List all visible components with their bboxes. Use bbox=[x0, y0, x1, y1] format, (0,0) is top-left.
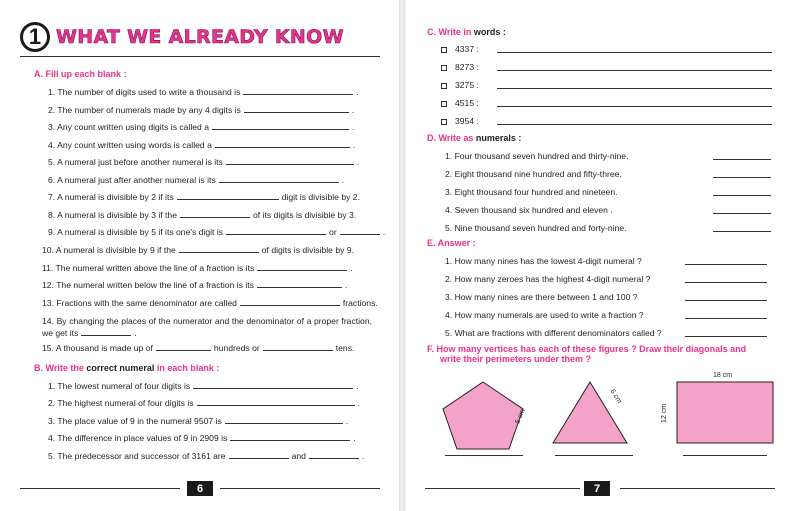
numeral-answer-line[interactable] bbox=[713, 177, 771, 178]
section-f-heading bbox=[427, 344, 746, 364]
item-number: 1. bbox=[445, 256, 453, 266]
answer-item bbox=[445, 328, 662, 339]
fill-blank-item bbox=[42, 244, 354, 256]
fill-blank-item bbox=[48, 104, 354, 116]
fill-blank-item bbox=[48, 156, 359, 168]
item-number: 7. bbox=[48, 192, 56, 202]
numeral-value: 4337 bbox=[455, 44, 475, 54]
write-numeral-item bbox=[445, 169, 622, 180]
words-answer-line[interactable] bbox=[497, 88, 772, 89]
item-text: A thousand is made up of bbox=[55, 343, 153, 353]
answer-blank[interactable] bbox=[243, 86, 353, 95]
answer-blank[interactable] bbox=[156, 342, 211, 351]
item-text: The numeral written below the line of a fraction is its bbox=[56, 280, 254, 290]
answer-blank[interactable] bbox=[229, 450, 289, 459]
footer-rule-right bbox=[220, 488, 380, 489]
fill-blank-item bbox=[48, 226, 385, 238]
item-number: 10. bbox=[42, 245, 54, 255]
pentagon-shape bbox=[443, 382, 523, 449]
words-answer-line[interactable] bbox=[497, 52, 772, 53]
answer-blank[interactable] bbox=[226, 226, 326, 235]
numeral-value: 3954 bbox=[455, 116, 475, 126]
words-answer-line[interactable] bbox=[497, 70, 772, 71]
section-e-heading: E. Answer : bbox=[427, 238, 476, 248]
numeral-answer-line[interactable] bbox=[713, 213, 771, 214]
item-text: The predecessor and successor of 3161 are bbox=[57, 451, 226, 461]
item-text-end: . bbox=[351, 105, 355, 115]
item-text: The numeral written above the line of a fraction is its bbox=[55, 263, 255, 273]
answer-blank[interactable] bbox=[340, 226, 380, 235]
item-text: Eight thousand four hundred and nineteen. bbox=[454, 187, 618, 197]
numeral-value: 4515 bbox=[455, 98, 475, 108]
rectangle-shape bbox=[677, 382, 773, 443]
answer-item bbox=[445, 310, 644, 321]
item-text-end: . bbox=[356, 157, 360, 167]
words-answer-line[interactable] bbox=[497, 106, 772, 107]
item-number: 8. bbox=[48, 210, 56, 220]
item-number: 2. bbox=[48, 105, 56, 115]
section-f-heading-line1: F. How many vertices has each of these figures ? Draw their diagonals and bbox=[427, 344, 747, 354]
item-text: A numeral just before another numeral is its bbox=[57, 157, 223, 167]
item-text-end: . bbox=[352, 122, 355, 132]
page-number-left: 6 bbox=[187, 481, 213, 496]
section-c-heading bbox=[427, 27, 506, 37]
item-text-mid: hundreds or bbox=[213, 343, 260, 353]
item-number: 1. bbox=[48, 87, 56, 97]
item-number: 5. bbox=[445, 223, 453, 233]
write-numeral-item bbox=[445, 187, 618, 198]
write-in-words-item bbox=[441, 80, 479, 91]
answer-blank[interactable] bbox=[230, 432, 350, 441]
fill-blank-item bbox=[48, 86, 359, 98]
answer-blank[interactable] bbox=[215, 139, 350, 148]
item-text: Nine thousand seven hundred and forty-nine. bbox=[454, 223, 627, 233]
item-number: 5. bbox=[445, 328, 453, 338]
fill-blank-item bbox=[48, 191, 360, 203]
item-text: What are fractions with different denominators called ? bbox=[454, 328, 662, 338]
checkbox-icon bbox=[441, 101, 447, 107]
item-number: 11. bbox=[42, 263, 54, 273]
item-text-end: . bbox=[357, 398, 360, 408]
answer-blank[interactable] bbox=[197, 397, 355, 406]
numeral-value: 8273 bbox=[455, 62, 475, 72]
answer-item bbox=[445, 274, 650, 285]
section-b-heading-part3: in each blank : bbox=[156, 363, 220, 373]
item-text: The lowest numeral of four digits is bbox=[57, 381, 191, 391]
answer-blank[interactable] bbox=[180, 209, 250, 218]
item-text-end: . bbox=[353, 433, 356, 443]
correct-numeral-item bbox=[48, 397, 360, 409]
write-numeral-item bbox=[445, 205, 613, 216]
fill-blank-item bbox=[42, 316, 372, 339]
item-text-end: digit is divisible by 2. bbox=[281, 192, 360, 202]
item-text-end: . bbox=[341, 175, 345, 185]
answer-line[interactable] bbox=[685, 318, 767, 319]
item-text-end: . bbox=[356, 381, 359, 391]
numeral-answer-line[interactable] bbox=[713, 195, 771, 196]
section-f-heading-line2: write their perimeters under them ? bbox=[440, 354, 592, 364]
answer-blank[interactable] bbox=[193, 380, 353, 389]
section-a-heading: A. Fill up each blank : bbox=[34, 69, 127, 79]
item-text: How many numerals are used to write a fraction ? bbox=[454, 310, 644, 320]
item-text: Four thousand seven hundred and thirty-nine. bbox=[454, 151, 629, 161]
footer-rule-right bbox=[620, 488, 775, 489]
checkbox-icon bbox=[441, 119, 447, 125]
pentagon-answer-line[interactable] bbox=[445, 455, 523, 456]
page-number-right: 7 bbox=[584, 481, 610, 496]
item-number: 3. bbox=[445, 292, 453, 302]
checkbox-icon bbox=[441, 65, 447, 71]
item-number: 2. bbox=[48, 398, 56, 408]
checkbox-icon bbox=[441, 47, 447, 53]
fill-blank-item bbox=[48, 139, 355, 151]
answer-blank[interactable] bbox=[257, 262, 347, 271]
fill-blank-item bbox=[48, 174, 344, 186]
item-text: The difference in place values of 9 in 2909 is bbox=[57, 433, 228, 443]
rectangle-top-label: 18 cm bbox=[713, 372, 733, 379]
item-number: 9. bbox=[48, 227, 56, 237]
item-number: 4. bbox=[445, 310, 453, 320]
item-number: 14. bbox=[42, 316, 54, 326]
answer-blank[interactable] bbox=[225, 415, 343, 424]
item-text-end: . bbox=[356, 87, 359, 97]
numeral-answer-line[interactable] bbox=[713, 159, 771, 160]
answer-blank[interactable] bbox=[81, 327, 131, 336]
item-text: Fractions with the same denominator are called bbox=[56, 298, 237, 308]
item-text: A numeral is divisible by 9 if the bbox=[55, 245, 176, 255]
item-number: 13. bbox=[42, 298, 54, 308]
item-number: 5. bbox=[48, 451, 56, 461]
item-text: A numeral is divisible by 5 if its one's digit is bbox=[57, 227, 224, 237]
section-d-heading-part2: numerals : bbox=[475, 133, 522, 143]
separator: : bbox=[476, 116, 479, 126]
fill-blank-item bbox=[48, 121, 354, 133]
answer-blank[interactable] bbox=[177, 191, 279, 200]
rectangle-answer-line[interactable] bbox=[683, 455, 767, 456]
item-text: The place value of 9 in the numeral 9507 is bbox=[57, 416, 222, 426]
item-number: 3. bbox=[445, 187, 453, 197]
item-number: 2. bbox=[445, 169, 453, 179]
item-number: 3. bbox=[48, 416, 56, 426]
item-text: The number of digits used to write a thousand is bbox=[57, 87, 241, 97]
answer-blank[interactable] bbox=[257, 279, 342, 288]
item-text-end: . bbox=[350, 263, 353, 273]
answer-line[interactable] bbox=[685, 264, 767, 265]
fill-blank-item bbox=[42, 342, 354, 354]
item-text: Any count written using digits is called a bbox=[57, 122, 209, 132]
figures-canvas bbox=[405, 365, 800, 475]
section-b-heading-part2: correct numeral bbox=[86, 363, 155, 373]
chapter-title-block bbox=[20, 22, 344, 52]
item-text-end: . bbox=[361, 451, 365, 461]
answer-blank[interactable] bbox=[309, 450, 359, 459]
rectangle-side-label: 12 cm bbox=[661, 403, 669, 424]
fill-blank-item bbox=[42, 262, 353, 274]
footer-rule-left bbox=[425, 488, 580, 489]
section-d-heading-part1: D. Write as bbox=[427, 133, 474, 143]
answer-blank[interactable] bbox=[219, 174, 339, 183]
section-b-heading bbox=[34, 363, 219, 373]
triangle-side-label: 6 cm bbox=[608, 388, 623, 405]
answer-blank[interactable] bbox=[179, 244, 259, 253]
write-in-words-item bbox=[441, 44, 479, 55]
item-number: 1. bbox=[48, 381, 56, 391]
item-text: How many nines has the lowest 4-digit numeral ? bbox=[454, 256, 642, 266]
chapter-number-badge: 1 bbox=[20, 22, 50, 52]
item-text-end: . bbox=[344, 280, 348, 290]
item-text: How many nines are there between 1 and 100 ? bbox=[454, 292, 638, 302]
triangle-answer-line[interactable] bbox=[555, 455, 633, 456]
separator: : bbox=[476, 80, 479, 90]
section-c-heading-part2: words : bbox=[473, 27, 506, 37]
separator: : bbox=[476, 98, 479, 108]
fill-blank-item bbox=[42, 297, 378, 309]
item-text: Seven thousand six hundred and eleven . bbox=[454, 205, 613, 215]
section-d-heading bbox=[427, 133, 521, 143]
item-number: 6. bbox=[48, 175, 56, 185]
answer-line[interactable] bbox=[685, 282, 767, 283]
words-answer-line[interactable] bbox=[497, 124, 772, 125]
separator: : bbox=[476, 44, 479, 54]
item-text: The highest numeral of four digits is bbox=[57, 398, 194, 408]
correct-numeral-item bbox=[48, 450, 364, 462]
item-text-end: of its digits is divisible by 3. bbox=[253, 210, 357, 220]
item-text: A numeral just after another numeral is its bbox=[57, 175, 216, 185]
item-text: Eight thousand nine hundred and fifty-three. bbox=[454, 169, 622, 179]
correct-numeral-item bbox=[48, 415, 348, 427]
checkbox-icon bbox=[441, 83, 447, 89]
item-number: 4. bbox=[48, 433, 56, 443]
item-text-end: of digits is divisible by 9. bbox=[261, 245, 354, 255]
item-text: A numeral is divisible by 2 if its bbox=[57, 192, 174, 202]
item-text-end: . bbox=[352, 140, 356, 150]
write-in-words-item bbox=[441, 62, 479, 73]
answer-line[interactable] bbox=[685, 336, 767, 337]
answer-item bbox=[445, 256, 642, 267]
answer-blank[interactable] bbox=[244, 104, 349, 113]
item-text: How many zeroes has the highest 4-digit numeral ? bbox=[454, 274, 651, 284]
item-text: The number of numerals made by any 4 digits is bbox=[57, 105, 241, 115]
section-c-heading-part1: C. Write in bbox=[427, 27, 472, 37]
item-text-mid: and bbox=[291, 451, 306, 461]
item-text: A numeral is divisible by 3 if the bbox=[57, 210, 177, 220]
answer-blank[interactable] bbox=[263, 342, 333, 351]
correct-numeral-item bbox=[48, 380, 359, 392]
item-number: 4. bbox=[48, 140, 56, 150]
section-b-heading-part1: B. Write the bbox=[34, 363, 84, 373]
write-in-words-item bbox=[441, 116, 479, 127]
answer-line[interactable] bbox=[685, 300, 767, 301]
item-number: 3. bbox=[48, 122, 56, 132]
answer-item bbox=[445, 292, 638, 303]
write-in-words-item bbox=[441, 98, 479, 109]
item-number: 1. bbox=[445, 151, 453, 161]
answer-blank[interactable] bbox=[226, 156, 354, 165]
answer-blank[interactable] bbox=[240, 297, 340, 306]
write-numeral-item bbox=[445, 151, 628, 162]
item-number: 2. bbox=[445, 274, 453, 284]
answer-blank[interactable] bbox=[212, 121, 349, 130]
correct-numeral-item bbox=[48, 432, 356, 444]
write-numeral-item bbox=[445, 223, 627, 234]
item-number: 5. bbox=[48, 157, 56, 167]
item-text-end: . bbox=[345, 416, 349, 426]
title-divider bbox=[20, 56, 380, 57]
separator: : bbox=[476, 62, 479, 72]
item-text-end: fractions. bbox=[342, 298, 378, 308]
numeral-value: 3275 bbox=[455, 80, 475, 90]
item-number: 12. bbox=[42, 280, 54, 290]
item-text: Any count written using words is called a bbox=[57, 140, 212, 150]
fill-blank-item bbox=[48, 209, 356, 221]
item-number: 15. bbox=[42, 343, 54, 353]
item-text-end: tens. bbox=[335, 343, 355, 353]
item-number: 4. bbox=[445, 205, 453, 215]
item-text-end: . bbox=[382, 227, 386, 237]
fill-blank-item bbox=[42, 279, 347, 291]
item-text: By changing the places of the numerator and the denominator of a proper fraction, we get its bbox=[42, 316, 373, 338]
footer-rule-left bbox=[20, 488, 180, 489]
item-text-end: . bbox=[134, 328, 137, 338]
pentagon-side-label: 5 cm bbox=[514, 408, 527, 425]
numeral-answer-line[interactable] bbox=[713, 231, 771, 232]
item-text-mid: or bbox=[329, 227, 337, 237]
page-title: WHAT WE ALREADY KNOW bbox=[56, 26, 344, 48]
right-page bbox=[405, 0, 800, 511]
